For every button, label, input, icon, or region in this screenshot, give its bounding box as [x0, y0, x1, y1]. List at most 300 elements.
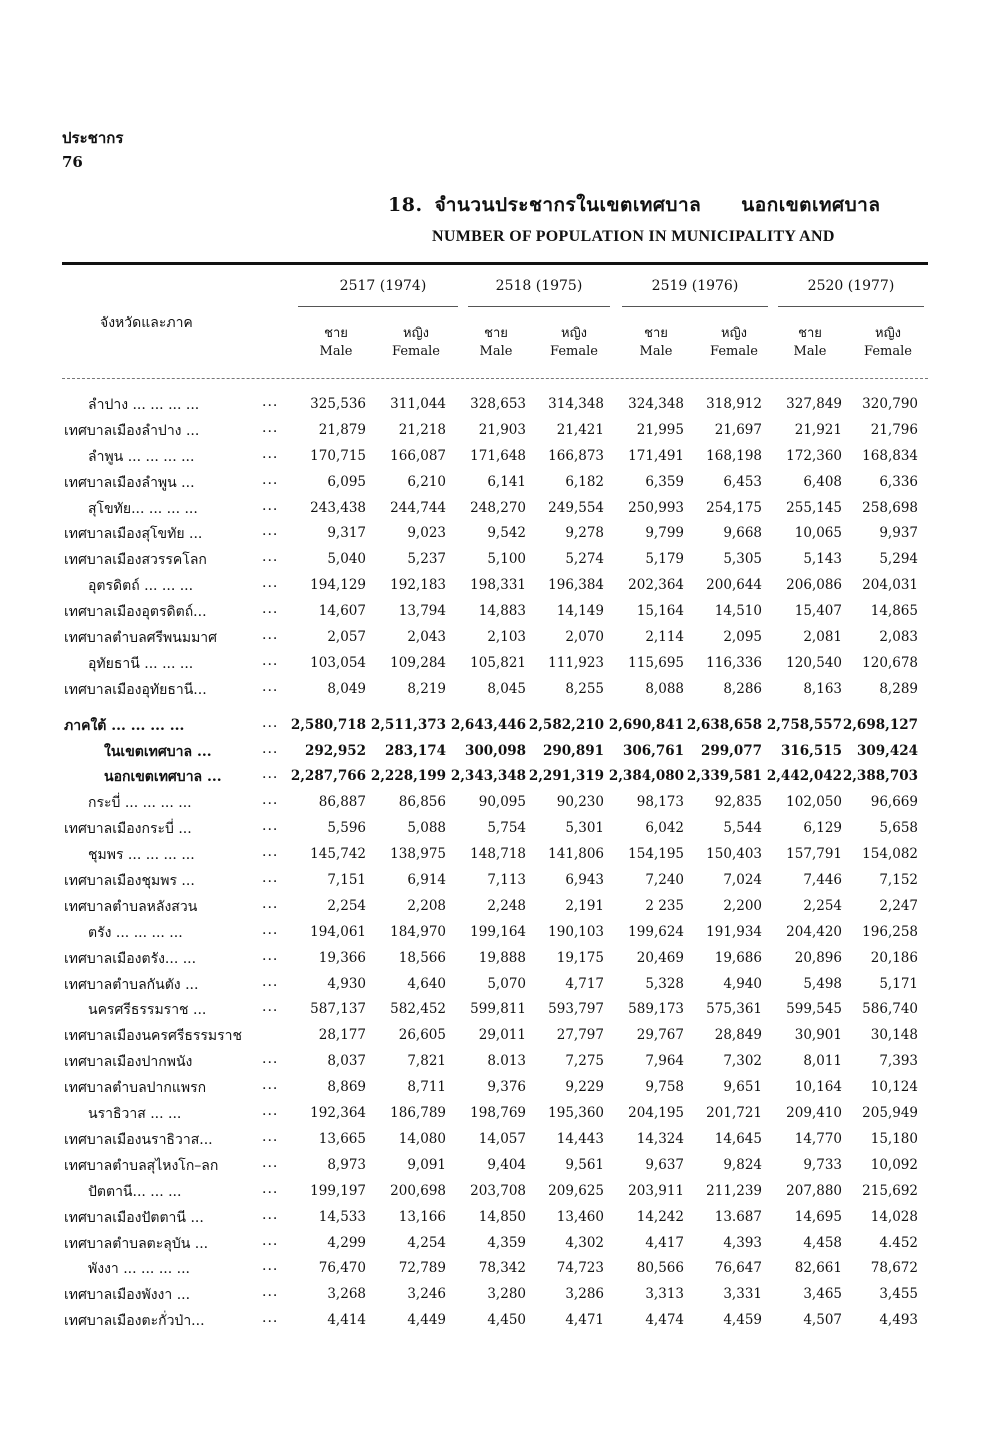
cell-value: 8,869	[327, 1079, 366, 1096]
cell-value: 200,698	[390, 1182, 446, 1199]
row-label: เทศบาลเมืองนครศรีธรรมราช	[64, 1028, 243, 1045]
table-row	[0, 496, 990, 522]
row-leader-dots: ...	[262, 678, 279, 695]
cell-value: 244,744	[390, 499, 446, 516]
table-row	[0, 739, 990, 765]
cell-value: 3,313	[645, 1286, 684, 1303]
row-leader-dots: ...	[262, 947, 279, 964]
cell-value: 116,336	[706, 654, 762, 671]
cell-value: 309,424	[856, 742, 918, 759]
sub-header	[696, 325, 772, 361]
cell-value: 318,912	[706, 396, 762, 412]
row-leader-dots: ...	[262, 549, 279, 566]
sub-header	[458, 325, 534, 361]
cell-value: 5,070	[487, 975, 526, 992]
row-leader-dots: ...	[262, 652, 279, 669]
cell-value: 2,690,841	[608, 716, 684, 733]
cell-value: 6,453	[723, 473, 762, 490]
cell-value: 196,384	[548, 577, 604, 594]
row-label: เทศบาลเมืองลำปาง ...	[64, 422, 200, 439]
cell-value: 4,459	[723, 1312, 762, 1329]
row-label: เทศบาลตำบลตะลุบัน ...	[64, 1235, 209, 1252]
row-label: เทศบาลตำบลศรีพนมมาศ	[64, 630, 218, 647]
table-row	[0, 1282, 990, 1308]
cell-value: 82,661	[794, 1260, 842, 1277]
cell-value: 90,095	[478, 794, 526, 811]
cell-value: 8,711	[407, 1079, 446, 1096]
cell-value: 13,460	[556, 1208, 604, 1225]
cell-value: 203,708	[470, 1182, 526, 1199]
cell-value: 8,088	[645, 680, 684, 697]
row-leader-dots: ...	[262, 1284, 279, 1301]
cell-value: 30,148	[870, 1027, 918, 1044]
cell-value: 9,317	[327, 525, 366, 542]
cell-value: 194,061	[310, 923, 366, 940]
sub-header-thai: ชาย	[484, 326, 508, 341]
row-label: เทศบาลเมืองพังงา ...	[64, 1287, 191, 1304]
cell-value: 19,175	[556, 949, 604, 966]
cell-value: 4,302	[565, 1234, 604, 1251]
title-thai-part2: นอกเขตเทศบาล	[741, 194, 881, 216]
cell-value: 587,137	[310, 1001, 366, 1018]
table-row	[0, 920, 990, 946]
cell-value: 5,544	[723, 820, 762, 837]
row-label: ลำปาง ... ... ... ...	[88, 397, 200, 413]
cell-value: 2,083	[879, 629, 918, 646]
cell-value: 5,179	[645, 551, 684, 568]
row-leader-dots: ...	[262, 1103, 279, 1120]
cell-value: 14,080	[398, 1130, 446, 1147]
cell-value: 2,254	[327, 897, 366, 914]
cell-value: 13,665	[318, 1130, 366, 1147]
year-rule	[298, 306, 458, 307]
cell-value: 589,173	[628, 1001, 684, 1018]
sub-header-en: Male	[479, 344, 513, 359]
row-label: ภาคใต้ ... ... ... ...	[64, 717, 185, 734]
row-leader-dots: ...	[262, 1128, 279, 1145]
row-label: เทศบาลตำบลหลังสวน	[64, 898, 198, 915]
cell-value: 5,171	[879, 975, 918, 992]
cell-value: 9,023	[407, 525, 446, 542]
cell-value: 328,653	[470, 396, 526, 412]
cell-value: 5,294	[879, 551, 918, 568]
table-row	[0, 521, 990, 547]
cell-value: 7,024	[723, 872, 762, 889]
table-row	[0, 1231, 990, 1257]
cell-value: 145,742	[310, 846, 366, 863]
year-rule	[622, 306, 768, 307]
table-row	[0, 573, 990, 599]
cell-value: 78,672	[870, 1260, 918, 1277]
cell-value: 306,761	[622, 742, 684, 759]
row-leader-dots: ...	[262, 870, 279, 887]
cell-value: 9,651	[723, 1079, 762, 1096]
cell-value: 215,692	[862, 1182, 918, 1199]
cell-value: 166,873	[548, 447, 604, 464]
row-label: ลำพูน ... ... ... ...	[88, 448, 195, 465]
cell-value: 6,095	[327, 473, 366, 490]
row-leader-dots: ...	[262, 523, 279, 540]
sub-header-en: Female	[392, 344, 440, 359]
sub-header-en: Male	[639, 344, 673, 359]
table-row	[0, 418, 990, 444]
cell-value: 105,821	[470, 654, 526, 671]
table-title	[388, 190, 880, 246]
cell-value: 4,449	[407, 1312, 446, 1329]
cell-value: 171,648	[470, 447, 526, 464]
cell-value: 324,348	[628, 396, 684, 412]
cell-value: 4,471	[565, 1312, 604, 1329]
cell-value: 120,540	[786, 654, 842, 671]
cell-value: 14,645	[714, 1130, 762, 1147]
row-label: เทศบาลตำบลสุไหงโก–ลก	[64, 1157, 219, 1174]
cell-value: 206,086	[786, 577, 842, 594]
row-label: เทศบาลเมืองสวรรคโลก	[64, 552, 207, 569]
table-row	[0, 868, 990, 894]
row-label: เทศบาลเมืองกระบี่ ...	[64, 821, 192, 838]
cell-value: 19,366	[318, 949, 366, 966]
cell-value: 283,174	[384, 742, 446, 759]
row-leader-dots: ...	[262, 627, 279, 644]
cell-value: 2,511,373	[370, 716, 446, 733]
table-row	[0, 1101, 990, 1127]
row-label: นราธิวาส ... ...	[88, 1106, 182, 1123]
cell-value: 6,129	[803, 820, 842, 837]
cell-value: 98,173	[636, 794, 684, 811]
cell-value: 92,835	[714, 794, 762, 811]
cell-value: 249,554	[548, 499, 604, 516]
year-header-1974: 2517 (1974)	[339, 278, 427, 294]
cell-value: 6,943	[565, 872, 604, 889]
cell-value: 4,474	[645, 1312, 684, 1329]
cell-value: 2,081	[803, 629, 842, 646]
cell-value: 211,239	[706, 1182, 762, 1199]
table-row	[0, 894, 990, 920]
cell-value: 115,695	[628, 654, 684, 671]
sub-header-thai: ชาย	[798, 326, 822, 341]
cell-value: 195,360	[548, 1105, 604, 1122]
row-label: เทศบาลเมืองตรัง... ...	[64, 950, 197, 967]
cell-value: 290,891	[542, 742, 604, 759]
sub-header	[536, 325, 612, 361]
table-row	[0, 625, 990, 651]
cell-value: 5,088	[407, 820, 446, 837]
cell-value: 8,255	[565, 680, 604, 697]
cell-value: 21,879	[318, 421, 366, 438]
cell-value: 86,856	[398, 794, 446, 811]
cell-value: 6,210	[407, 473, 446, 490]
cell-value: 2,698,127	[842, 716, 918, 733]
cell-value: 14,028	[870, 1208, 918, 1225]
row-label: สุโขทัย... ... ... ...	[88, 500, 198, 517]
cell-value: 14,865	[870, 603, 918, 620]
cell-value: 4,359	[487, 1234, 526, 1251]
cell-value: 8,289	[879, 680, 918, 697]
row-label: อุทัยธานี ... ... ...	[88, 655, 194, 672]
table-row	[0, 1179, 990, 1205]
cell-value: 316,515	[780, 742, 842, 759]
cell-value: 2,191	[565, 897, 604, 914]
cell-value: 2,442,042	[766, 768, 842, 785]
cell-value: 2,103	[487, 629, 526, 646]
row-leader-dots: ...	[262, 445, 279, 462]
row-label: เทศบาลเมืองลำพูน ...	[64, 474, 195, 491]
table-row	[0, 1049, 990, 1075]
cell-value: 14,057	[478, 1130, 526, 1147]
cell-value: 4,507	[803, 1312, 842, 1329]
sub-header-en: Male	[319, 344, 353, 359]
sub-header	[772, 325, 848, 361]
cell-value: 5,040	[327, 551, 366, 568]
row-leader-dots: ...	[262, 921, 279, 938]
cell-value: 207,880	[786, 1182, 842, 1199]
cell-value: 5,274	[565, 551, 604, 568]
cell-value: 76,470	[318, 1260, 366, 1277]
cell-value: 204,195	[628, 1105, 684, 1122]
cell-value: 15,180	[870, 1130, 918, 1147]
cell-value: 120,678	[862, 654, 918, 671]
cell-value: 171,491	[628, 447, 684, 464]
cell-value: 582,452	[390, 1001, 446, 1018]
year-header-1975: 2518 (1975)	[495, 278, 583, 294]
cell-value: 8,973	[327, 1156, 366, 1173]
cell-value: 166,087	[390, 447, 446, 464]
cell-value: 3,286	[565, 1286, 604, 1303]
cell-value: 599,545	[786, 1001, 842, 1018]
cell-value: 148,718	[470, 846, 526, 863]
cell-value: 19,888	[478, 949, 526, 966]
cell-value: 2,343,348	[450, 768, 526, 785]
cell-value: 327,849	[786, 396, 842, 412]
sub-header	[298, 325, 374, 361]
cell-value: 76,647	[714, 1260, 762, 1277]
cell-value: 111,923	[548, 654, 604, 671]
cell-value: 2,228,199	[370, 768, 446, 785]
cell-value: 2,254	[803, 897, 842, 914]
row-leader-dots: ...	[262, 1154, 279, 1171]
cell-value: 15,407	[794, 603, 842, 620]
cell-value: 8,163	[803, 680, 842, 697]
cell-value: 199,624	[628, 923, 684, 940]
cell-value: 10,092	[870, 1156, 918, 1173]
row-leader-dots: ...	[262, 766, 279, 783]
row-leader-dots: ...	[262, 1206, 279, 1223]
row-leader-dots: ...	[262, 792, 279, 809]
row-label: เทศบาลเมืองนราธิวาส...	[64, 1131, 213, 1148]
cell-value: 5,754	[487, 820, 526, 837]
cell-value: 7,964	[645, 1053, 684, 1070]
cell-value: 250,993	[628, 499, 684, 516]
row-leader-dots: ...	[262, 818, 279, 835]
cell-value: 20,469	[636, 949, 684, 966]
cell-value: 198,331	[470, 577, 526, 594]
cell-value: 14,533	[318, 1208, 366, 1225]
cell-value: 90,230	[556, 794, 604, 811]
row-leader-dots: ...	[262, 1310, 279, 1327]
cell-value: 14,883	[478, 603, 526, 620]
cell-value: 9,404	[487, 1156, 526, 1173]
row-label: เทศบาลเมืองปัตตานี ...	[64, 1209, 204, 1226]
cell-value: 14,695	[794, 1208, 842, 1225]
cell-value: 96,669	[870, 794, 918, 811]
cell-value: 209,625	[548, 1182, 604, 1199]
cell-value: 154,082	[862, 846, 918, 863]
cell-value: 5,100	[487, 551, 526, 568]
cell-value: 248,270	[470, 499, 526, 516]
cell-value: 8,286	[723, 680, 762, 697]
cell-value: 2,057	[327, 629, 366, 646]
cell-value: 28,849	[714, 1027, 762, 1044]
cell-value: 204,420	[786, 923, 842, 940]
cell-value: 4,393	[723, 1234, 762, 1251]
cell-value: 14,770	[794, 1130, 842, 1147]
row-leader-dots: ...	[262, 844, 279, 861]
cell-value: 3,465	[803, 1286, 842, 1303]
cell-value: 14,443	[556, 1130, 604, 1147]
cell-value: 102,050	[786, 794, 842, 811]
cell-value: 198,769	[470, 1105, 526, 1122]
cell-value: 10,065	[794, 525, 842, 542]
row-leader-dots: ...	[262, 471, 279, 488]
row-leader-dots: ...	[262, 419, 279, 436]
cell-value: 9,799	[645, 525, 684, 542]
cell-value: 21,421	[556, 421, 604, 438]
table-body	[0, 392, 990, 1334]
cell-value: 4,299	[327, 1234, 366, 1251]
cell-value: 8,045	[487, 680, 526, 697]
cell-value: 4,414	[327, 1312, 366, 1329]
cell-value: 9,376	[487, 1079, 526, 1096]
cell-value: 5,301	[565, 820, 604, 837]
cell-value: 2,208	[407, 897, 446, 914]
cell-value: 9,733	[803, 1156, 842, 1173]
table-row	[0, 1075, 990, 1101]
cell-value: 141,806	[548, 846, 604, 863]
cell-value: 255,145	[786, 499, 842, 516]
cell-value: 5,498	[803, 975, 842, 992]
cell-value: 8,049	[327, 680, 366, 697]
cell-value: 4.452	[879, 1234, 918, 1251]
cell-value: 138,975	[390, 846, 446, 863]
cell-value: 4,640	[407, 975, 446, 992]
sub-header-thai: หญิง	[403, 326, 429, 341]
cell-value: 2,200	[723, 897, 762, 914]
cell-value: 586,740	[862, 1001, 918, 1018]
row-label: เทศบาลเมืองอุทัยธานี...	[64, 681, 207, 698]
cell-value: 6,336	[879, 473, 918, 490]
cell-value: 311,044	[390, 396, 446, 412]
cell-value: 9,278	[565, 525, 604, 542]
table-row	[0, 599, 990, 625]
top-rule	[62, 262, 928, 265]
table-row	[0, 651, 990, 677]
cell-value: 13.687	[714, 1208, 762, 1225]
table-row	[0, 1023, 990, 1049]
cell-value: 8,037	[327, 1053, 366, 1070]
cell-value: 8,219	[407, 680, 446, 697]
table-row	[0, 470, 990, 496]
page-number: 76	[62, 153, 83, 171]
cell-value: 18,566	[398, 949, 446, 966]
row-label: เทศบาลตำบลกันตัง ...	[64, 976, 199, 993]
cell-value: 9,937	[879, 525, 918, 542]
table-row	[0, 764, 990, 790]
cell-value: 2,043	[407, 629, 446, 646]
cell-value: 205,949	[862, 1105, 918, 1122]
title-english: NUMBER OF POPULATION IN MUNICIPALITY AND	[432, 228, 835, 245]
cell-value: 26,605	[398, 1027, 446, 1044]
cell-value: 209,410	[786, 1105, 842, 1122]
cell-value: 21,995	[636, 421, 684, 438]
table-row	[0, 1127, 990, 1153]
cell-value: 325,536	[310, 396, 366, 412]
cell-value: 157,791	[786, 846, 842, 863]
cell-value: 192,183	[390, 577, 446, 594]
cell-value: 168,834	[862, 447, 918, 464]
cell-value: 78,342	[478, 1260, 526, 1277]
cell-value: 21,903	[478, 421, 526, 438]
cell-value: 9,091	[407, 1156, 446, 1173]
cell-value: 5,596	[327, 820, 366, 837]
cell-value: 10,164	[794, 1079, 842, 1096]
row-label: ตรัง ... ... ... ...	[88, 924, 183, 941]
sub-header-thai: หญิง	[721, 326, 747, 341]
title-thai	[388, 190, 880, 220]
row-label: เทศบาลเมืองตะกั่วป่า...	[64, 1313, 205, 1330]
row-label: เทศบาลเมืองสุโขทัย ...	[64, 526, 203, 543]
row-leader-dots: ...	[262, 895, 279, 912]
cell-value: 191,934	[706, 923, 762, 940]
cell-value: 172,360	[786, 447, 842, 464]
cell-value: 14,607	[318, 603, 366, 620]
cell-value: 292,952	[304, 742, 366, 759]
row-leader-dots: ...	[262, 394, 279, 410]
cell-value: 186,789	[390, 1105, 446, 1122]
cell-value: 7,446	[803, 872, 842, 889]
cell-value: 2,643,446	[450, 716, 526, 733]
cell-value: 6,141	[487, 473, 526, 490]
cell-value: 2,248	[487, 897, 526, 914]
cell-value: 9,758	[645, 1079, 684, 1096]
row-label: เทศบาลเมืองปากพนัง	[64, 1054, 193, 1071]
cell-value: 2,758,557	[766, 716, 842, 733]
cell-value: 4,254	[407, 1234, 446, 1251]
cell-value: 7,113	[487, 872, 526, 889]
table-row	[0, 997, 990, 1023]
cell-value: 19,686	[714, 949, 762, 966]
cell-value: 4,458	[803, 1234, 842, 1251]
row-label: ปัตตานี... ... ...	[88, 1183, 182, 1200]
table-row	[0, 444, 990, 470]
cell-value: 593,797	[548, 1001, 604, 1018]
cell-value: 190,103	[548, 923, 604, 940]
title-thai-part1: จำนวนประชากรในเขตเทศบาล	[434, 194, 702, 216]
cell-value: 20,186	[870, 949, 918, 966]
cell-value: 2,582,210	[528, 716, 604, 733]
table-row	[0, 842, 990, 868]
table-row	[0, 816, 990, 842]
cell-value: 27,797	[556, 1027, 604, 1044]
cell-value: 2,291,319	[528, 768, 604, 785]
table-row	[0, 972, 990, 998]
cell-value: 5,328	[645, 975, 684, 992]
row-label: นครศรีธรรมราช ...	[88, 1002, 207, 1019]
cell-value: 2,580,718	[290, 716, 366, 733]
sub-header-en: Female	[550, 344, 598, 359]
cell-value: 21,921	[794, 421, 842, 438]
cell-value: 21,218	[398, 421, 446, 438]
cell-value: 10,124	[870, 1079, 918, 1096]
